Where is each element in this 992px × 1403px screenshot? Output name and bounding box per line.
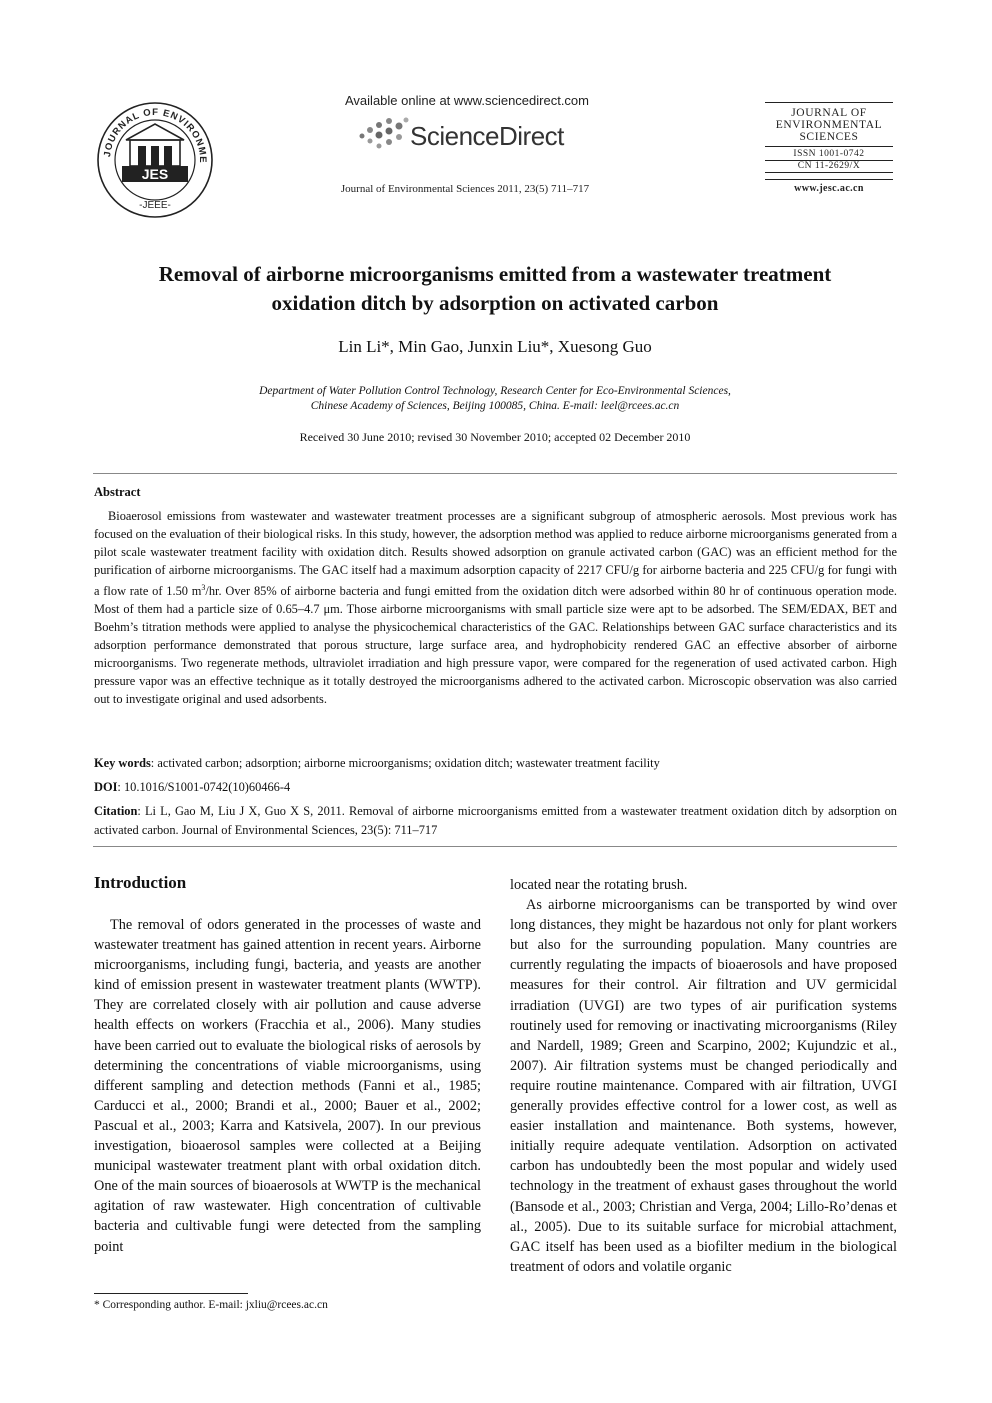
journal-logo [92, 100, 218, 220]
citation-line [94, 802, 897, 840]
masthead-line2: ENVIRONMENTAL [775, 119, 883, 131]
abstract-text-part1: Bioaerosol emissions from wastewater and wastewater treatment processes are a significant subgroup of atmospheric aerosols. Most previous work has focused on the evaluation of their biological risks. In this study, however, the adsorption method was applied to reduce airborne microorganisms generated from a pilot scale wastewater treatment facility with oxidation ditch. Results showed adsorption on granule activated carbon (GAC) was an efficient method for the purification of airborne microorganisms. The GAC itself had a maximum adsorption capacity of 2217 CFU/g for airborne bacteria and 225 CFU/g for fungi with a flow rate of 1.50 m [94, 509, 897, 599]
doi-link[interactable]: : 10.1016/S1001-0742(10)60466-4 [117, 780, 291, 794]
right-column [510, 875, 897, 1277]
journal-citation-line: Journal of Environmental Sciences 2011, 23(5) 711–717 [340, 183, 590, 195]
affiliation [90, 384, 900, 414]
received-dates: Received 30 June 2010; revised 30 November 2010; accepted 02 December 2010 [299, 430, 691, 444]
masthead-line1: JOURNAL OF [791, 107, 867, 119]
jes-seal-icon [92, 100, 218, 220]
footnote-rule [94, 1293, 248, 1294]
abstract-body [94, 507, 897, 708]
keywords-line [94, 756, 897, 771]
citation-text: : Li L, Gao M, Liu J X, Guo X S, 2011. Removal of airborne microorganisms emitted from a wastewater treatment oxidation ditch by adsorption on activated carbon. Journal of Environmental Sciences, 23(5): 711–717 [94, 804, 897, 837]
citation-label: Citation [94, 804, 138, 818]
sciencedirect-wordmark[interactable]: ScienceDirect [410, 121, 564, 151]
svg-text:JOURNAL OF ENVIRONMENTAL SCIEN: JOURNAL OF ENVIRONME [102, 106, 209, 164]
author-list: Lin Li*, Min Gao, Junxin Liu*, Xuesong Guo [338, 337, 652, 356]
keywords-label: Key words [94, 756, 151, 770]
sciencedirect-dots-icon [352, 116, 410, 152]
article-title [90, 260, 900, 318]
journal-masthead-box [765, 102, 893, 195]
masthead-issn: ISSN 1001-0742 [765, 146, 893, 160]
affiliation-line1: Department of Water Pollution Control Technology, Research Center for Eco-Environmental Sciences, [259, 385, 731, 397]
abstract-text-part2: /hr. Over 85% of airborne bacteria and fungi emitted from the oxidation ditch were adsorbed within 80 hr of continuous operation mode. Most of them had a particle size of 0.65–4.7 μm. Those airborne microorganisms with small particle size were apt to be adsorbed. The SEM/EDAX, BET and Boehm’s titration methods were applied to analyse the physicochemical characteristics of the GAC. Relationships between GAC surface characteristics and its adsorption performance demonstrated that porous structure, large surface area, and hydrophobicity rendered GAC an effective absorber of airborne microorganisms. Two regenerate methods, ultraviolet irradiation and high pressure vapor, were compared for the regeneration of used activated carbon. High pressure vapor was an effective technique as it totally destroyed the microorganisms adhered to the activated carbon. Microscopic observation was also carried out to investigate original and used adsorbents. [94, 584, 897, 707]
available-online-text[interactable]: Available online at www.sciencedirect.com [345, 93, 589, 108]
masthead-line3: SCIENCES [799, 131, 859, 143]
introduction-heading: Introduction [94, 873, 187, 892]
abstract-superscript: 3 [201, 583, 206, 592]
svg-text:JES: JES [141, 166, 169, 182]
doi-label: DOI [94, 780, 118, 794]
affiliation-line2: Chinese Academy of Sciences, Beijing 100085, China. E-mail: leel@rcees.ac.cn [310, 400, 680, 412]
corresponding-author-footnote: * Corresponding author. E-mail: jxliu@rcees.ac.cn [94, 1299, 328, 1311]
divider [93, 473, 897, 474]
divider [93, 846, 897, 847]
abstract-heading: Abstract [94, 485, 141, 499]
keywords-text: : activated carbon; adsorption; airborne microorganisms; oxidation ditch; wastewater treatment facility [150, 756, 660, 770]
left-column-paragraph: The removal of odors generated in the processes of waste and wastewater treatment has gained attention in recent years. Airborne microorganisms, including fungi, bacteria, and yeasts are another kind of emission present in wastewater treatment plants (WWTP). They are correlated closely with air pollution and cause adverse health effects on workers (Fracchia et al., 2006). Many studies have been carried out to evaluate the biological risks of aerosols by determining the concentrations of viable microorganisms, using different sampling and detection methods (Fanni et al., 1985; Carducci et al., 2000; Brandi et al., 2000; Bauer et al., 2002; Pascual et al., 2003; Karra and Katsivela, 2007). In our previous investigation, bioaerosol samples were collected at a Beijing municipal wastewater treatment plant with orbal oxidation ditch. One of the main sources of bioaerosols at WWTP is the mechanical agitation of raw wastewater. High concentration of cultivable bacteria and cultivable fungi were detected from the sampling point [94, 917, 481, 1255]
masthead-website[interactable]: www.jesc.ac.cn [765, 179, 893, 195]
right-column-paragraph-1: located near the rotating brush. [510, 877, 688, 893]
masthead-rule [765, 102, 893, 103]
title-line2: oxidation ditch by adsorption on activated carbon [271, 291, 719, 315]
doi-line [94, 780, 897, 795]
right-column-paragraph-2: As airborne microorganisms can be transported by wind over long distances, they might be hazardous not only for plant workers but also for the surrounding population. Many countries are currently regulating the impacts of bioaerosols and have proposed measures for their control. Air filtration and UV germicidal irradiation (UVGI) are two types of air purification systems routinely used for removing or inactivating microorganisms (Riley and Nardell, 1989; Green and Scarpino, 2002; Kujundzic et al., 2007). Air filtration systems must be changed periodically and require routine maintenance. Compared with air filtration, UVGI generally provides effective control for a lower cost, as well as easier installation and maintenance. Both systems, however, initially require adequate ventilation. Adsorption on activated carbon has undoubtedly been the most popular and widely used technology in the treatment of exhaust gases throughout the world (Bansode et al., 2003; Christian and Verga, 2004; Lillo-Ro’denas et al., 2005). Due to its suitable surface for microbial attachment, GAC itself has been used as a biofilter medium in the biological treatment of odors and volatile organic [510, 897, 897, 1275]
svg-text:-JEEE-: -JEEE- [139, 200, 171, 211]
title-line1: Removal of airborne microorganisms emitted from a wastewater treatment [158, 262, 832, 286]
masthead-cn: CN 11-2629/X [765, 160, 893, 173]
